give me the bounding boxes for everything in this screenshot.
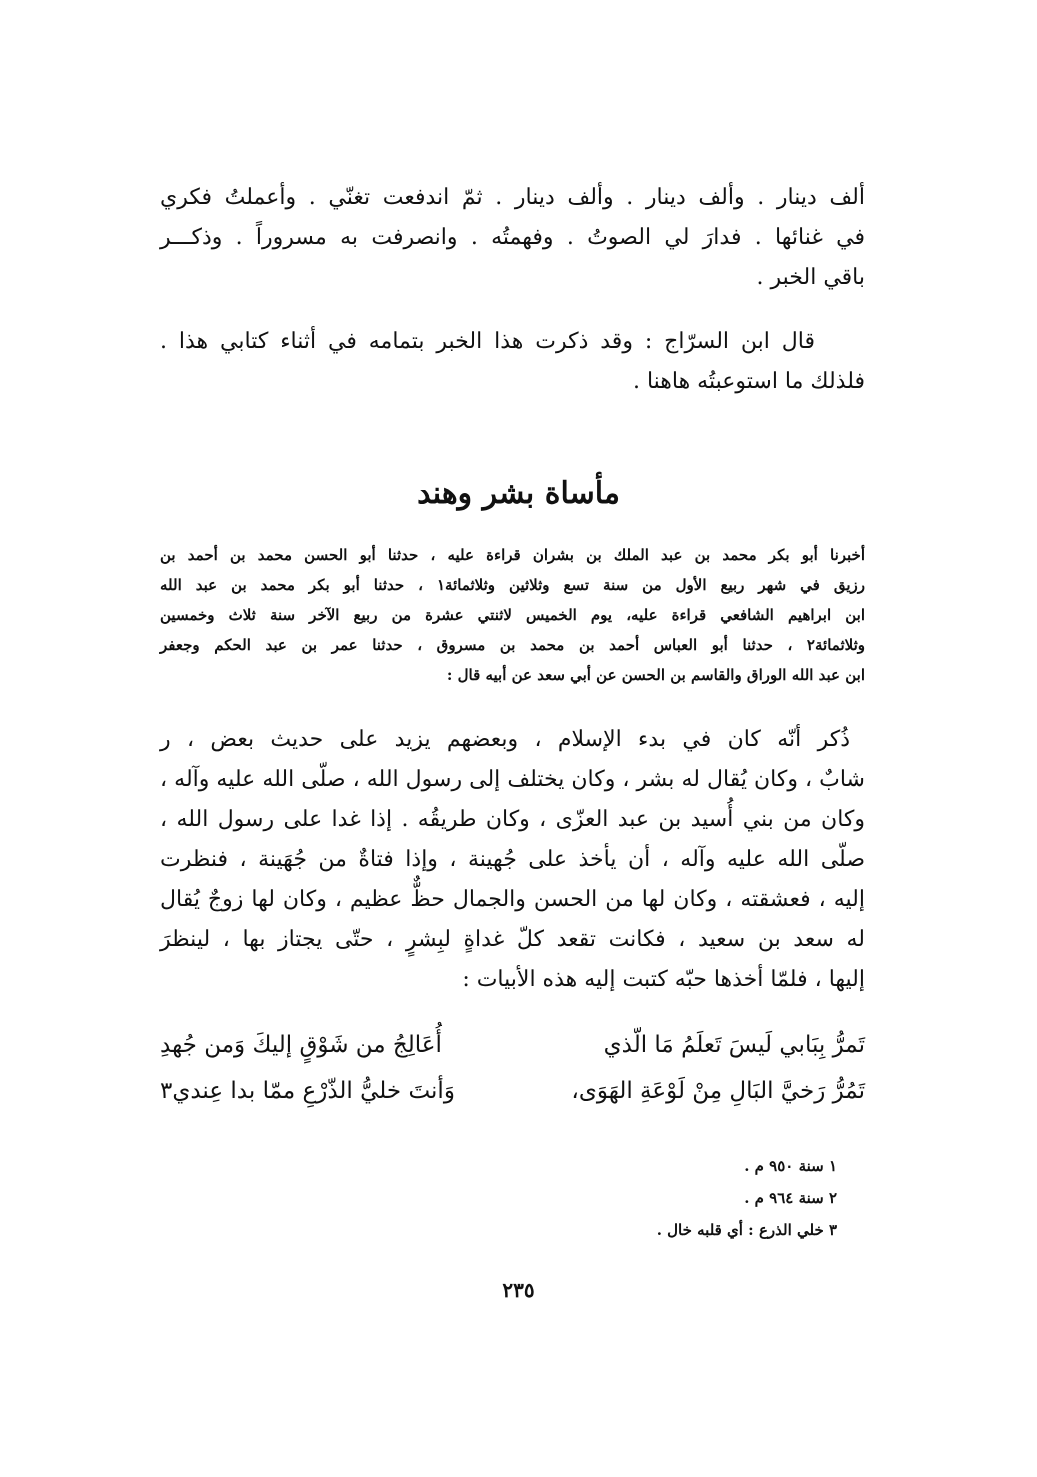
isnad-chain bbox=[160, 540, 865, 690]
text-line: إليه ، فعشقته ، وكان لها من الحسن والجمال حظٌّ عظيم ، وكان لها زوجٌ يُقال bbox=[160, 887, 865, 912]
isnad-line: رزيق في شهر ربيع الأول من سنة تسع وثلاثين وثلاثمائة١ ، حدثنا أبو بكر محمد بن عبد الله bbox=[160, 576, 865, 594]
text-line: باقي الخبر . bbox=[756, 265, 865, 290]
intro-paragraph bbox=[160, 178, 865, 298]
section-title: مأساة بشر وهند bbox=[417, 476, 620, 511]
footnote: ١ سنة ٩٥٠ م . bbox=[744, 1157, 837, 1175]
text-line: ألف دينار . وألف دينار . وألف دينار . ثمّ اندفعت تغنّي . وأعملتُ فكري bbox=[160, 185, 865, 210]
page-number: ٢٣٥ bbox=[502, 1278, 535, 1302]
verse-first-hemistich: تَمُرُّ رَخيَّ البَالِ مِنْ لَوْعَةِ الهَوَى، bbox=[571, 1078, 865, 1104]
text-line: شابٌ ، وكان يُقال له بشر ، وكان يختلف إلى رسول الله ، صلّى الله عليه وآله ، bbox=[160, 767, 865, 792]
isnad-line: ابن عبد الله الوراق والقاسم بن الحسن عن أبي سعد عن أبيه قال : bbox=[446, 666, 865, 684]
text-line: إليها ، فلمّا أخذها حبّه كتبت إليه هذه الأبيات : bbox=[462, 967, 865, 992]
verse-second-hemistich: أُعَالِجُ من شَوْقٍ إليكَ وَمن جُهدِ bbox=[160, 1032, 442, 1058]
isnad-line: أخبرنا أبو بكر محمد بن عبد الملك بن بشران قراءة عليه ، حدثنا أبو الحسن محمد بن أحمد بن bbox=[160, 546, 865, 564]
isnad-line: وثلاثمائة٢ ، حدثنا أبو العباس أحمد بن محمد بن مسروق ، حدثنا عمر بن عبد الحكم وجعفر bbox=[160, 636, 865, 654]
text-line: صلّى الله عليه وآله ، أن يأخذ على جُهينة ، وإذا فتاةٌ من جُهَينة ، فنظرت bbox=[160, 847, 865, 872]
poem-verse bbox=[160, 1068, 865, 1114]
footnote: ٢ سنة ٩٦٤ م . bbox=[744, 1189, 837, 1207]
text-line: وكان من بني أُسيد بن عبد العزّى ، وكان طريقُه . إذا غدا على رسول الله ، bbox=[160, 807, 865, 832]
text-line: في غنائها . فدارَ لي الصوتُ . وفهمتُه . وانصرفت به مسروراً . وذكـــر bbox=[160, 225, 865, 250]
verse-first-hemistich: تَمرُّ بِبَابي لَيسَ تَعلَمُ مَا الّذي bbox=[603, 1032, 865, 1058]
text-line: فلذلك ما استوعبتُه هاهنا . bbox=[632, 369, 865, 394]
footnote: ٣ خلي الذرع : أي قلبه خال . bbox=[656, 1221, 837, 1239]
verse-second-hemistich: وَأنتَ خليُّ الذّرْعِ ممّا بدا عِندي٣ bbox=[160, 1078, 455, 1104]
poem bbox=[160, 1022, 865, 1114]
text-line: قال ابن السرّاج : وقد ذكرت هذا الخبر بتمامه في أثناء كتابي هذا . bbox=[160, 329, 815, 354]
footnotes bbox=[337, 1150, 837, 1246]
story-paragraph bbox=[160, 720, 865, 1000]
isnad-line: ابن ابراهيم الشافعي قراءة عليه، يوم الخميس لاثنتي عشرة من ربيع الآخر سنة ثلاث وخمسين bbox=[160, 606, 865, 624]
author-note-paragraph bbox=[160, 322, 865, 402]
poem-verse bbox=[160, 1022, 865, 1068]
text-line: ذُكر أنّه كان في بدء الإسلام ، وبعضهم يزيد على حديث بعض ، ر bbox=[160, 727, 850, 752]
text-line: له سعد بن سعيد ، فكانت تقعد كلّ غداةٍ لبِشرٍ ، حتّى يجتاز بها ، لينظرَ bbox=[160, 927, 865, 952]
